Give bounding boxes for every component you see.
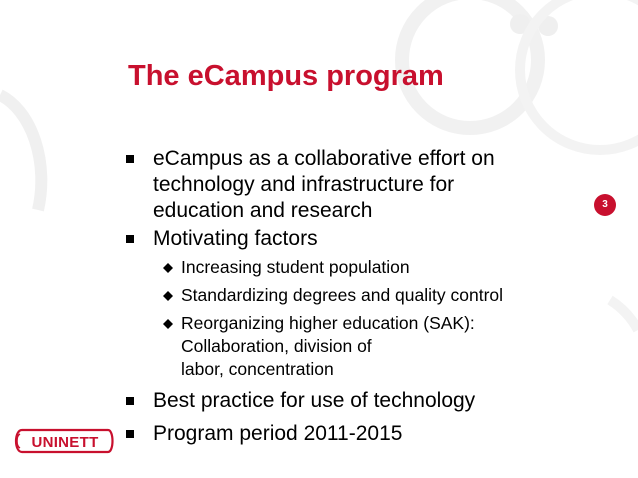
deco-arc-left <box>0 95 41 210</box>
slide-title: The eCampus program <box>128 60 444 92</box>
bullet-2-line-1: Motivating factors <box>153 227 318 250</box>
square-bullet-icon <box>126 397 134 405</box>
uninett-logo <box>14 428 114 454</box>
square-bullet-icon <box>126 155 134 163</box>
square-bullet-icon <box>126 430 134 438</box>
sub-bullet-1-line-1: Increasing student population <box>181 257 410 277</box>
bullet-4-line-1: Program period 2011-2015 <box>153 422 403 445</box>
page-number-badge: 3 <box>594 194 616 216</box>
bullet-1-line-1: eCampus as a collaborative effort on <box>153 147 495 170</box>
bullet-1-line-3: education and research <box>153 199 373 222</box>
square-bullet-icon <box>126 235 134 243</box>
sub-bullet-3-line-1: Reorganizing higher education (SAK): <box>181 313 475 333</box>
deco-arc-right <box>610 300 638 330</box>
diamond-bullet-icon <box>163 291 173 301</box>
diamond-bullet-icon <box>163 319 173 329</box>
sub-bullet-3-line-2: Collaboration, division of <box>181 336 372 356</box>
bullet-1-line-2: technology and infrastructure for <box>153 173 455 196</box>
sub-bullet-3-line-3: labor, concentration <box>181 359 334 379</box>
sub-bullet-2-line-1: Standardizing degrees and quality control <box>181 285 504 305</box>
svg-text:UNINETT: UNINETT <box>31 434 99 451</box>
diamond-bullet-icon <box>163 263 173 273</box>
bullet-3-line-1: Best practice for use of technology <box>153 389 476 412</box>
